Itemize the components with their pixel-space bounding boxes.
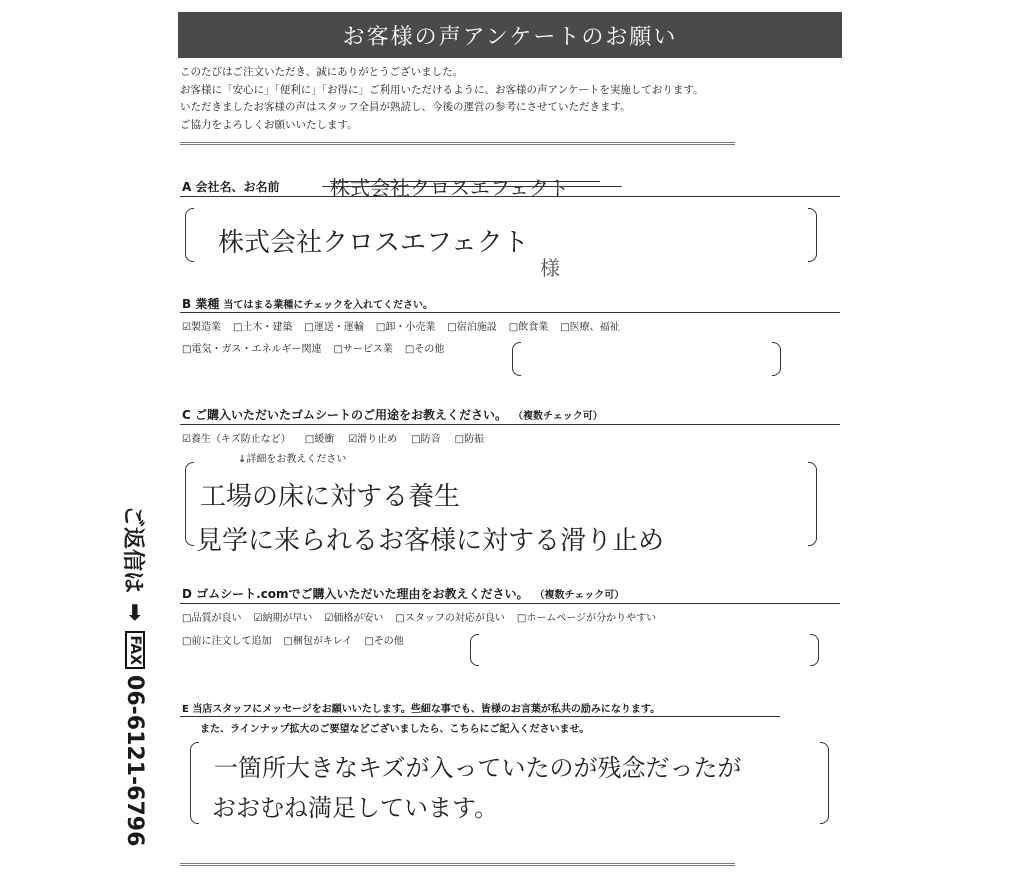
section-e-answer-line2[interactable]: おおむね満足しています。 — [212, 794, 499, 822]
section-rule — [180, 424, 840, 425]
checkbox-transport[interactable]: □運送・運輸 — [304, 322, 364, 333]
checkbox-repeat-order[interactable]: □前に注文して追加 — [182, 636, 272, 647]
arrow-right-icon: ➡ — [122, 603, 148, 622]
bracket-left — [512, 342, 521, 376]
bracket-left — [185, 208, 194, 262]
checkbox-lodging[interactable]: □宿泊施設 — [447, 322, 497, 333]
section-c-note: （複数チェック可） — [513, 411, 603, 422]
checkbox-service[interactable]: □サービス業 — [333, 344, 393, 355]
section-b-header — [182, 295, 433, 312]
checkbox-packaging[interactable]: □梱包がキレイ — [283, 636, 353, 647]
checkbox-other[interactable]: □その他 — [364, 636, 404, 647]
section-b-label: B 業種 — [182, 297, 220, 311]
checkbox-food-service[interactable]: □飲食業 — [508, 322, 549, 333]
section-a-struck-name: 株式会社クロスエフェクト — [330, 176, 569, 200]
checkbox-protection[interactable]: ☑養生（キズ防止など） — [182, 434, 291, 445]
checkbox-soundproof[interactable]: □防音 — [411, 434, 441, 445]
section-b-instruction: 当てはまる業種にチェックを入れてください。 — [223, 300, 434, 311]
bracket-right — [810, 634, 819, 666]
checkbox-website[interactable]: □ホームページが分かりやすい — [516, 613, 657, 624]
bracket-left — [470, 634, 479, 666]
section-d-label: D ゴムシート.comでご購入いただいた理由をお教えください。 — [182, 587, 529, 601]
section-c-detail-label: ↓詳細をお教えください — [238, 454, 347, 465]
strikethrough — [322, 186, 622, 187]
section-c-header — [182, 406, 603, 423]
intro-line: いただきましたお客様の声はスタッフ全員が熟読し、今後の運営の参考にさせていただきます。 — [180, 101, 631, 113]
section-rule — [180, 716, 780, 717]
section-e-answer-line1[interactable]: 一箇所大きなキズが入っていたのが残念だったが — [214, 754, 742, 782]
section-c-label: C ご購入いただいたゴムシートのご用途をお教えください。 — [182, 408, 507, 422]
checkbox-quality[interactable]: □品質が良い — [182, 613, 242, 624]
section-rule — [180, 312, 840, 313]
checkbox-staff-service[interactable]: □スタッフの対応が良い — [395, 613, 505, 624]
section-e-line2: また、ラインナップ拡大のご要望などございましたら、こちらにご記入くださいませ。 — [200, 724, 590, 735]
section-d-options-row2 — [182, 632, 404, 647]
divider — [180, 142, 735, 145]
section-b-options-row1 — [182, 318, 620, 333]
checkbox-anti-slip[interactable]: ☑滑り止め — [348, 434, 398, 445]
checkbox-vibration[interactable]: □防振 — [454, 434, 485, 445]
reply-fax-strip — [118, 505, 152, 860]
reply-label: ご返信は — [120, 505, 146, 594]
checkbox-medical-welfare[interactable]: □医療、福祉 — [560, 322, 620, 333]
section-d-options-row1 — [182, 609, 656, 624]
honorific-sama: 様 — [540, 256, 560, 280]
section-c-answer-line1[interactable]: 工場の床に対する養生 — [200, 482, 461, 512]
fax-number[interactable]: 06-6121-6796 — [122, 675, 148, 847]
intro-line: ご協力をよろしくお願いいたします。 — [180, 118, 358, 131]
bracket-right — [772, 342, 781, 376]
section-a-label: A 会社名、お名前 — [182, 180, 280, 194]
survey-title: お客様の声アンケートのお願い — [178, 12, 842, 58]
checkbox-fast-delivery[interactable]: ☑納期が早い — [253, 613, 313, 624]
section-d-header — [182, 585, 624, 602]
section-c-options — [182, 430, 484, 445]
checkbox-wholesale-retail[interactable]: □卸・小売業 — [375, 322, 436, 333]
section-d-note: （複数チェック可） — [534, 590, 625, 601]
section-e-line1: E 当店スタッフにメッセージをお願いいたします。些細な事でも、皆様のお言葉が私共の励みになります。 — [182, 704, 661, 715]
checkbox-cushioning[interactable]: □緩衝 — [304, 434, 335, 445]
checkbox-manufacturing[interactable]: ☑製造業 — [182, 322, 221, 333]
checkbox-other[interactable]: □その他 — [404, 344, 445, 355]
strikethrough — [330, 181, 600, 182]
bracket-left — [185, 462, 194, 546]
divider — [180, 863, 735, 866]
checkbox-civil-engineering[interactable]: □土木・建築 — [232, 322, 293, 333]
fax-icon: FAX — [125, 631, 145, 669]
bracket-left — [190, 742, 199, 824]
section-a-answer[interactable]: 株式会社クロスエフェクト — [218, 228, 529, 258]
bracket-right — [808, 462, 817, 546]
intro-text — [180, 64, 704, 134]
intro-line: このたびはご注文いただき、誠にありがとうございました。 — [180, 66, 464, 78]
bracket-right — [820, 742, 829, 824]
checkbox-low-price[interactable]: ☑価格が安い — [324, 613, 384, 624]
section-b-options-row2 — [182, 340, 444, 355]
section-c-answer-line2[interactable]: 見学に来られるお客様に対する滑り止め — [196, 526, 665, 556]
bracket-right — [808, 208, 817, 262]
section-rule — [180, 603, 840, 604]
checkbox-energy[interactable]: □電気・ガス・エネルギー関連 — [182, 344, 322, 355]
section-rule — [180, 196, 840, 197]
intro-line: お客様に「安心に」「便利に」「お得に」ご利用いただけるように、お客様の声アンケートを実施しております。 — [180, 83, 704, 96]
